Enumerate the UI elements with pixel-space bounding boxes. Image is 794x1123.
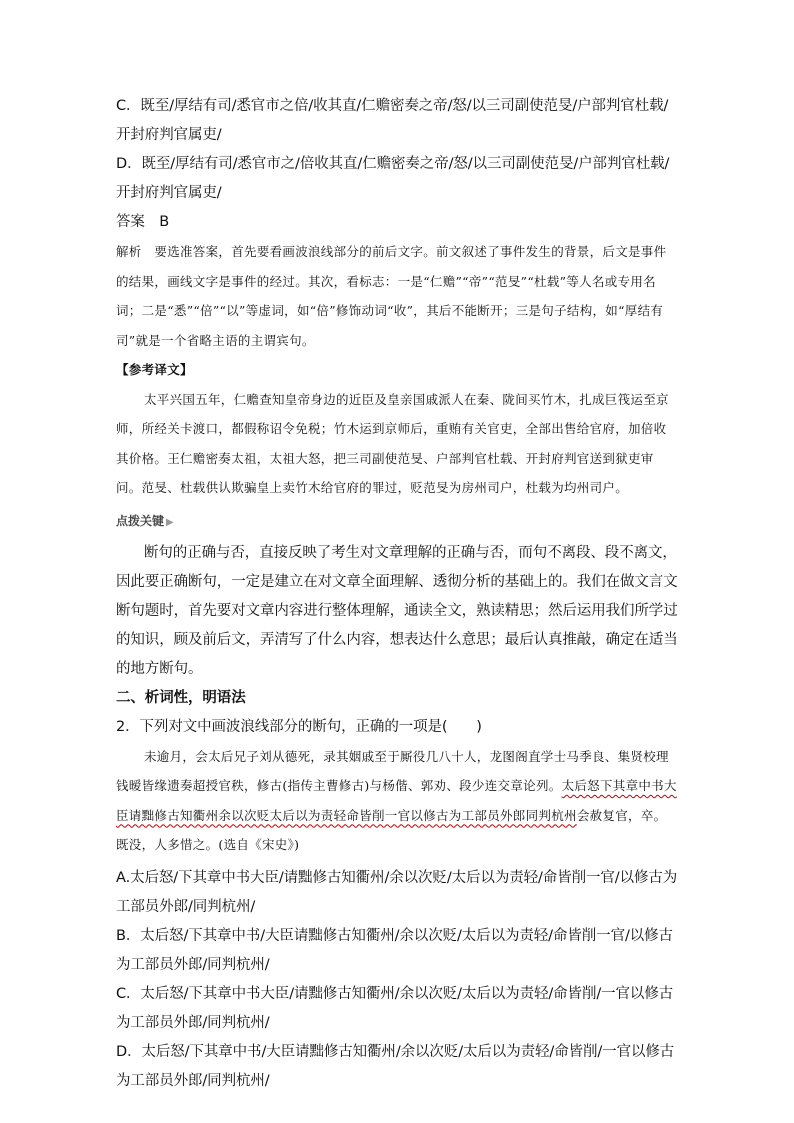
q1-analysis: 解析 要选准答案，首先要看画波浪线部分的前后文字。前文叙述了事件发生的背景，后文是事件的结果，画线文字是事件的经过。其次，看标志：一是“仁赡”“帝”“范旻”“杜载”等人名或专用名词；二是“悉”“倍”“以”等虚词，如“倍”修饰动词“收”，其后不能断开；三是句子结构，如“厚结有司”就是一个省略主语的主谓宾句。 [116,244,667,348]
triangle-right-icon: ▶ [166,516,174,528]
q2-passage-post: 会赦复官，卒。既没，人多惜之。(选自《宋史》) [116,807,667,852]
q2-stem: 2．下列对文中画波浪线部分的断句，正确的一项是( ) [116,718,482,735]
tip-label-text: 点拨关键 [116,513,165,528]
q2-passage [116,742,678,860]
q2-option-a: A.太后怒/下其章中书大臣/请黜修古知衢州/余以次贬/太后以为责轻/命皆削一官/以修古为工部员外郎/同判杭州/ [116,869,678,915]
q2-option-b: B．太后怒/下其章中书/大臣请黜修古知衢州/余以次贬/太后以为责轻/命皆削一官/以修古为工部员外郎/同判杭州/ [116,927,673,973]
q2-option-d: D．太后怒/下其章中书/大臣请黜修古知衢州/余以次贬/太后以为责轻/命皆削/一官以修古为工部员外郎/同判杭州/ [116,1043,675,1089]
section-heading: 二、析词性，明语法 [116,689,246,706]
tip-label [116,509,678,535]
q1-answer: 答案 B [116,214,170,230]
reference-translation-text: 太平兴国五年，仁赡查知皇帝身边的近臣及皇亲国戚派人在秦、陇间买竹木，扎成巨筏运至京师，所经关卡渡口，都假称诏令免税；竹木运到京师后，重贿有关官吏，全部出售给官府，加倍收其价格。王仁赡密奏太祖，太祖大怒，把三司副使范旻、户部判官杜载、开封府判官送到狱吏审问。范旻、杜载供认欺骗皇上卖竹木给官府的罪过，贬范旻为房州司户，杜载为均州司户。 [116,391,669,495]
q2-option-c: C．太后怒/下其章中书大臣/请黜修古知衢州/余以次贬/太后以为责轻/命皆削/一官以修古为工部员外郎/同判杭州/ [116,985,674,1031]
q1-option-c: C．既至/厚结有司/悉官市之倍/收其直/仁赡密奏之帝/怒/以三司副使范旻/户部判官杜载/开封府判官属吏/ [116,98,669,143]
q2-passage-wavy-underline: 太后怒下其章中书大臣请黜修古知衢州余以次贬太后以为责轻命皆削一官以修古为工部员外郎同判杭州 [116,778,677,823]
reference-translation-heading: 【参考译文】 [116,362,193,377]
q2-passage-pre: 未逾月，会太后兄子刘从德死，录其姻戚至于厮役几八十人，龙图阁直学士马季良、集贤校理钱暧皆缘遗奏超授官秩，修古(指传主曹修古)与杨偕、郭劝、段少连交章论列。 [116,748,669,793]
tip-text: 断句的正确与否，直接反映了考生对文章理解的正确与否，而句不离段、段不离文，因此要正确断句，一定是建立在对文章全面理解、透彻分析的基础上的。我们在做文言文断句题时，首先要对文章内容进行整体理解，通读全文，熟读精思；然后运用我们所学过的知识，顾及前后文，弄清写了什么内容，想表达什么意思；最后认真推敲，确定在适当的地方断句。 [116,544,678,677]
q1-option-d: D．既至/厚结有司/悉官市之/倍收其直/仁赡密奏之帝/怒/以三司副使范旻/户部判官杜载/开封府判官属吏/ [116,156,670,201]
page-content [116,92,678,1096]
